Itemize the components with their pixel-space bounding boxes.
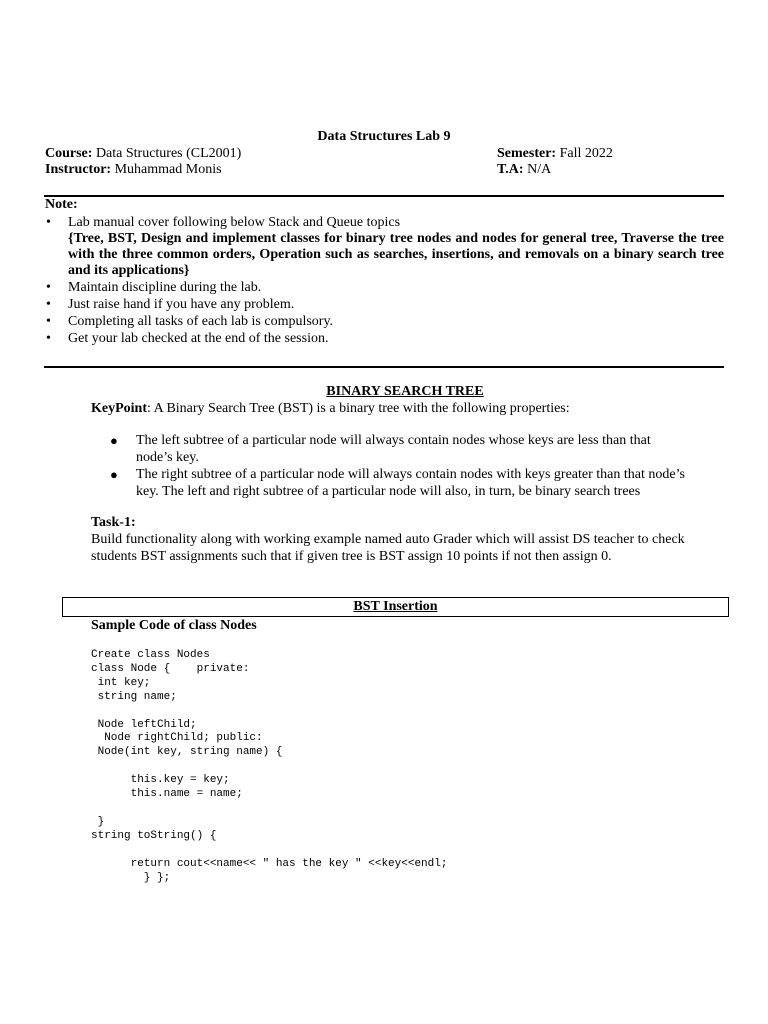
- divider-top: [44, 195, 724, 197]
- section-heading-bst: BINARY SEARCH TREE: [326, 384, 484, 399]
- task-title: Task-1:: [91, 515, 136, 530]
- document-title: Data Structures Lab 9: [317, 129, 451, 144]
- topics-intro: Lab manual cover following below Stack and Queue topics: [68, 215, 401, 230]
- note-title: Note:: [45, 197, 78, 212]
- note-item-text: Maintain discipline during the lab.: [68, 280, 262, 295]
- property-text: The left subtree of a particular node will always contain nodes whose keys are less than that node’s key.: [136, 433, 651, 465]
- note-item-text: Completing all tasks of each lab is compulsory.: [68, 314, 334, 329]
- keypoint-text: : A Binary Search Tree (BST) is a binary tree with the following properties:: [147, 401, 570, 416]
- ta-value: N/A: [527, 162, 552, 177]
- course-label: Course:: [45, 146, 93, 161]
- divider-bottom: [44, 366, 724, 368]
- note-item-text: Just raise hand if you have any problem.: [68, 297, 295, 312]
- instructor-value: Muhammad Monis: [114, 162, 222, 177]
- property-item: [110, 467, 685, 500]
- note-list: [44, 215, 724, 348]
- bullet-icon: ●: [110, 433, 118, 448]
- topics-list: {Tree, BST, Design and implement classes for binary tree nodes and nodes for general tree, Traverse the tree with the three common orders, Operation such as searches, insertions, and removals on a binary search tree and its applications}: [68, 231, 724, 278]
- instructor-line: [45, 162, 222, 178]
- ta-line: [497, 162, 551, 178]
- bullet-icon: •: [46, 331, 51, 346]
- course-value: Data Structures (CL2001): [95, 146, 242, 161]
- note-item-text: Get your lab checked at the end of the session.: [68, 331, 329, 346]
- note-item: [44, 331, 724, 347]
- property-item: [110, 433, 685, 466]
- semester-line: [497, 146, 613, 162]
- code-block: Create class Nodes class Node { private: int key; string name; Node leftChild; Node rightChild; public: Node(int key, string name) { this.key = key; this.name = name; } string toString() { return cout<<name<< " has the key " <<key<<endl; } };: [91, 649, 448, 884]
- note-item: [44, 314, 724, 330]
- task-description: Build functionality along with working example named auto Grader which will assist DS teacher to check students BST assignments such that if given tree is BST assign 10 points if not then assign 0.: [91, 532, 685, 564]
- course-line: [45, 146, 241, 162]
- keypoint-label: KeyPoint: [91, 401, 147, 416]
- property-text: The right subtree of a particular node will always contain nodes with keys greater than that node’s key. The left and right subtree of a particular node will also, in turn, be binary search trees: [136, 467, 685, 499]
- bst-properties-list: [110, 433, 685, 501]
- note-item-topics: [44, 215, 724, 279]
- sample-code-title: Sample Code of class Nodes: [91, 618, 257, 633]
- bullet-icon: •: [46, 280, 51, 295]
- bullet-icon: •: [46, 215, 51, 230]
- ta-label: T.A:: [497, 162, 524, 177]
- bullet-icon: •: [46, 297, 51, 312]
- semester-label: Semester:: [497, 146, 557, 161]
- note-item: [44, 297, 724, 313]
- keypoint-line: [91, 401, 570, 417]
- bullet-icon: ●: [110, 467, 118, 482]
- section-heading-insertion: BST Insertion: [62, 597, 729, 617]
- note-item: [44, 280, 724, 296]
- instructor-label: Instructor:: [45, 162, 112, 177]
- bullet-icon: •: [46, 314, 51, 329]
- semester-value: Fall 2022: [559, 146, 613, 161]
